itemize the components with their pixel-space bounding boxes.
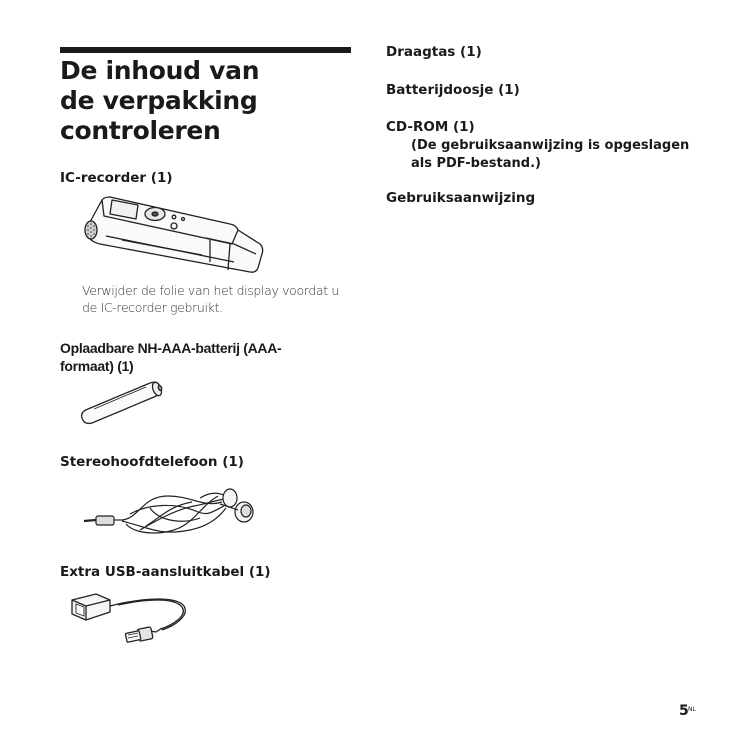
cdrom-subnote-line-1: (De gebruiksaanwijzing is opgeslagen [411, 138, 690, 153]
heading-rule [60, 47, 351, 53]
battery-illustration [80, 379, 166, 427]
item-label-case: Draagtas (1) [386, 44, 482, 60]
battery-label-line-1: Oplaadbare NH-AAA-batterij (AAA- [60, 340, 282, 356]
page-number-suffix: NL [688, 706, 696, 713]
battery-label-line-2: formaat) (1) [60, 358, 134, 374]
ic-recorder-illustration [82, 192, 266, 278]
item-label-battery [60, 339, 360, 375]
item-label-battery-case: Batterijdoosje (1) [386, 82, 520, 98]
cdrom-subnote [411, 137, 691, 173]
item-label-manual: Gebruiksaanwijzing [386, 190, 536, 206]
page-title-line-1: De inhoud van [60, 56, 260, 85]
page-number: 5 [679, 703, 689, 719]
item-label-usb-cable: Extra USB-aansluitkabel (1) [60, 564, 271, 580]
page-title-line-3: controleren [60, 116, 221, 145]
cdrom-subnote-line-2: als PDF-bestand.) [411, 156, 541, 171]
usb-cable-illustration [66, 588, 198, 648]
item-label-ic-recorder: IC-recorder (1) [60, 170, 173, 186]
page-title [60, 56, 351, 146]
item-label-cdrom: CD-ROM (1) [386, 119, 475, 135]
recorder-note: Verwijder de folie van het display voordat u de IC-recorder gebruikt. [82, 283, 339, 315]
item-label-headphones: Stereohoofdtelefoon (1) [60, 454, 244, 470]
page-title-line-2: de verpakking [60, 86, 258, 115]
headphones-illustration [80, 478, 256, 540]
